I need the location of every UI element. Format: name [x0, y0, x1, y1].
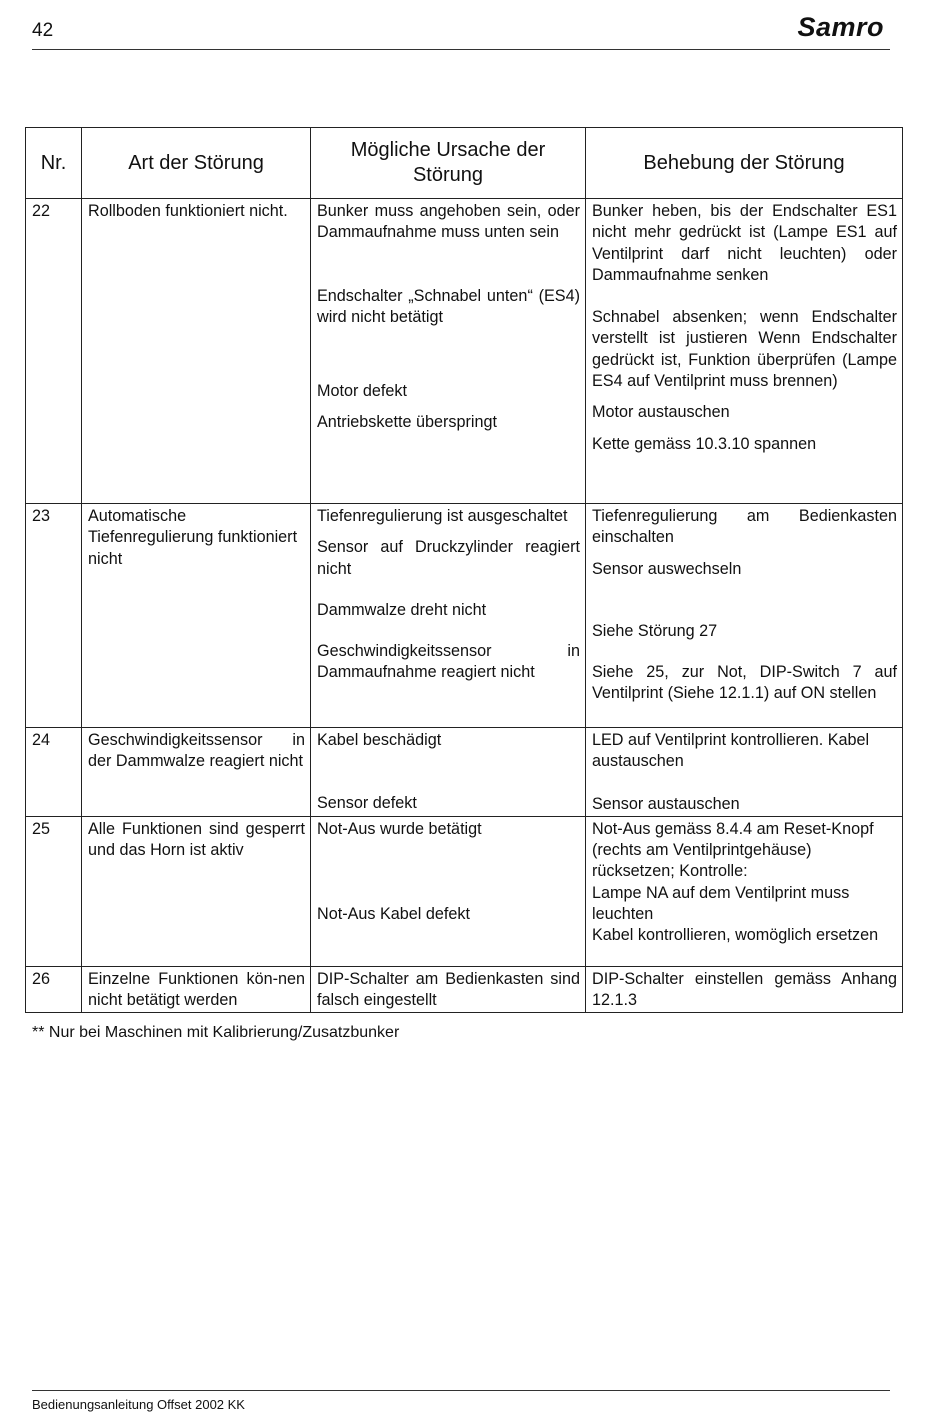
remedy-item: Kette gemäss 10.3.10 spannen: [592, 434, 817, 453]
cause-cell: [311, 816, 586, 966]
row-number: 23: [26, 504, 82, 728]
cause-item: Bunker muss angehoben sein, oder Dammaufnahme muss unten sein: [317, 202, 580, 242]
footnote: ** Nur bei Maschinen mit Kalibrierung/Zusatzbunker: [32, 1024, 400, 1041]
row-number: 25: [26, 816, 82, 966]
cause-item: Kabel beschädigt: [317, 731, 442, 749]
cause-cell: [311, 504, 586, 728]
remedy-item: Siehe Störung 27: [592, 621, 718, 640]
remedy-item: LED auf Ventilprint kontrollieren. Kabel austauschen: [592, 731, 870, 771]
cause-cell: [311, 728, 586, 817]
column-header-nr: Nr.: [26, 128, 82, 199]
page-number: 42: [32, 20, 54, 41]
remedy-cell: [586, 728, 903, 817]
table-row: [26, 728, 903, 817]
cause-cell: DIP-Schalter am Bedienkasten sind falsch eingestellt: [311, 966, 586, 1013]
row-number: 26: [26, 966, 82, 1013]
troubleshooting-table: [25, 127, 903, 1013]
remedy-item: Kabel kontrollieren, womöglich ersetzen: [592, 926, 879, 945]
cause-item: Sensor auf Druckzylinder reagiert nicht: [317, 538, 580, 578]
footer-text: Bedienungsanleitung Offset 2002 KK: [32, 1397, 245, 1412]
remedy-cell: [586, 816, 903, 966]
fault-type: Rollboden funktioniert nicht.: [82, 199, 311, 504]
fault-type: Automatische Tiefenregulierung funktioniert nicht: [82, 504, 311, 728]
cause-item: Geschwindigkeitssensor in Dammaufnahme reagiert nicht: [317, 642, 580, 682]
fault-type: Geschwindigkeitssensor in der Dammwalze reagiert nicht: [82, 728, 311, 817]
cause-item: Sensor defekt: [317, 794, 417, 813]
brand-logo: Samro: [797, 12, 884, 42]
cause-item: Not-Aus Kabel defekt: [317, 905, 470, 924]
remedy-item: Tiefenregulierung am Bedienkasten einschalten: [592, 507, 897, 547]
row-number: 24: [26, 728, 82, 817]
column-header-art: Art der Störung: [82, 128, 311, 199]
table-row: [26, 199, 903, 504]
header-rule: [32, 49, 890, 50]
remedy-item: Sensor auswechseln: [592, 559, 742, 578]
cause-item: Not-Aus wurde betätigt: [317, 819, 482, 838]
table-row: [26, 816, 903, 966]
table-row: [26, 504, 903, 728]
remedy-item: Bunker heben, bis der Endschalter ES1 nicht mehr gedrückt ist (Lampe ES1 auf Ventilprint darf nicht leuchten) oder Dammaufnahme senken: [592, 202, 897, 284]
fault-type: Alle Funktionen sind gesperrt und das Horn ist aktiv: [82, 816, 311, 966]
remedy-cell: [586, 199, 903, 504]
remedy-cell: [586, 504, 903, 728]
remedy-item: Schnabel absenken; wenn Endschalter verstellt ist justieren Wenn Endschalter gedrückt ist, Funktion überprüfen (Lampe ES4 auf Ventilprint muss brennen): [592, 308, 897, 391]
column-header-behebung: Behebung der Störung: [586, 128, 903, 199]
footer-rule: [32, 1390, 890, 1391]
cause-item: Tiefenregulierung ist ausgeschaltet: [317, 507, 568, 525]
cause-cell: [311, 199, 586, 504]
row-number: 22: [26, 199, 82, 504]
cause-item: Antriebskette überspringt: [317, 413, 497, 432]
remedy-item: Siehe 25, zur Not, DIP-Switch 7 auf Ventilprint (Siehe 12.1.1) auf ON stellen: [592, 663, 897, 703]
column-header-ursache: Mögliche Ursache der Störung: [311, 128, 586, 199]
cause-item: Dammwalze dreht nicht: [317, 600, 487, 619]
table-row: [26, 966, 903, 1013]
remedy-cell: DIP-Schalter einstellen gemäss Anhang 12.1.3: [586, 966, 903, 1013]
remedy-item: Sensor austauschen: [592, 794, 740, 813]
cause-item: Endschalter „Schnabel unten“ (ES4) wird nicht betätigt: [317, 286, 580, 326]
cause-item: Motor defekt: [317, 382, 407, 401]
remedy-item: Not-Aus gemäss 8.4.4 am Reset-Knopf (rechts am Ventilprintgehäuse) rücksetzen; Kontrolle:: [592, 819, 874, 881]
table-header-row: [26, 128, 903, 199]
fault-type: Einzelne Funktionen kön-nen nicht betätigt werden: [82, 966, 311, 1013]
remedy-item: Motor austauschen: [592, 403, 730, 422]
remedy-item: Lampe NA auf dem Ventilprint muss leuchten: [592, 883, 850, 924]
